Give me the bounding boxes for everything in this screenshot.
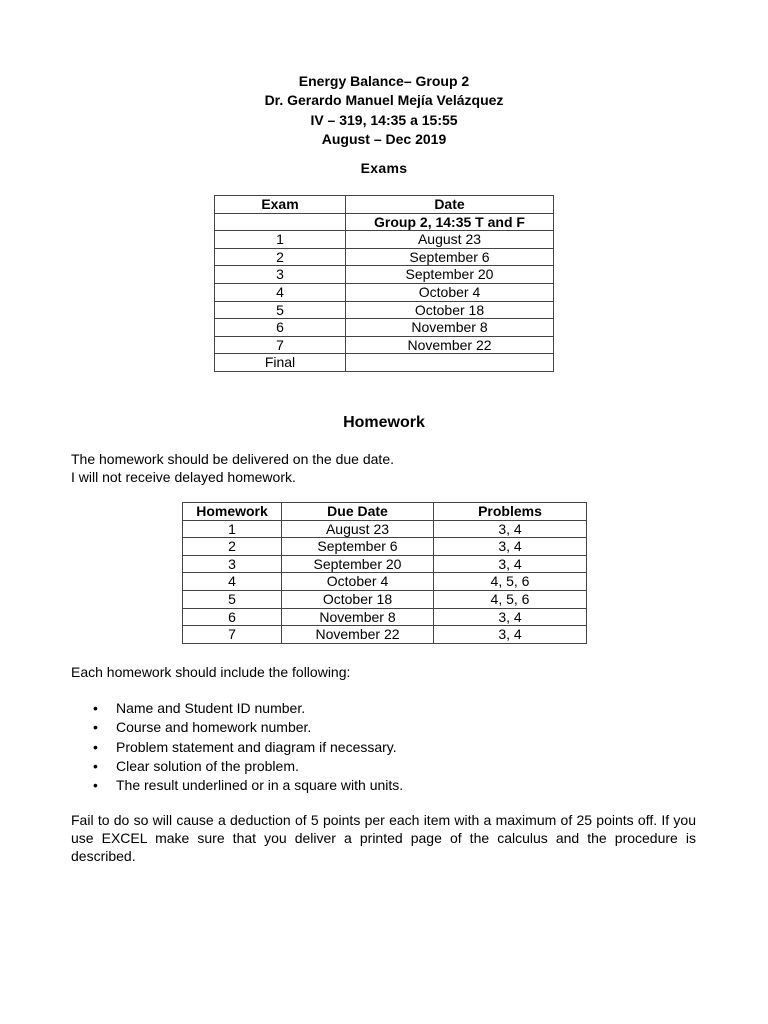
homework-number: 7 xyxy=(183,626,282,644)
due-date: November 8 xyxy=(282,608,434,626)
table-row xyxy=(215,266,554,284)
list-item-text: Name and Student ID number. xyxy=(116,700,306,716)
homework-table xyxy=(182,502,587,644)
bullet-icon: • xyxy=(93,719,98,736)
column-header-homework: Homework xyxy=(183,503,282,521)
list-item-text: Problem statement and diagram if necessary. xyxy=(116,738,397,755)
problems: 4, 5, 6 xyxy=(434,590,587,608)
homework-number: 1 xyxy=(183,520,282,538)
homework-number: 5 xyxy=(183,590,282,608)
due-date: August 23 xyxy=(282,520,434,538)
exam-date: November 22 xyxy=(346,336,554,354)
table-header-row xyxy=(183,503,587,521)
column-header-due-date: Due Date xyxy=(282,503,434,521)
homework-number: 4 xyxy=(183,573,282,591)
table-row xyxy=(183,520,587,538)
term: August – Dec 2019 xyxy=(321,130,447,147)
problems: 3, 4 xyxy=(434,626,587,644)
homework-intro-line: I will not receive delayed homework. xyxy=(71,468,296,485)
column-header-date: Date xyxy=(346,196,554,214)
instructor-name: Dr. Gerardo Manuel Mejía Velázquez xyxy=(264,92,504,109)
penalty-note: Fail to do so will cause a deduction of 5 points per each item with a maximum of 25 points off. If you use EXCEL make sure that you deliver a printed page of the calculus and the procedure is described. xyxy=(71,812,696,864)
exam-number: 7 xyxy=(215,336,346,354)
exam-date: August 23 xyxy=(346,231,554,249)
due-date: September 20 xyxy=(282,555,434,573)
exam-number: 2 xyxy=(215,248,346,266)
exam-number: Final xyxy=(215,354,346,372)
problems: 3, 4 xyxy=(434,555,587,573)
exam-number: 5 xyxy=(215,301,346,319)
exam-date: September 6 xyxy=(346,248,554,266)
list-item xyxy=(71,718,691,737)
list-item xyxy=(71,776,691,795)
table-row xyxy=(183,590,587,608)
table-row xyxy=(183,608,587,626)
table-cell xyxy=(215,213,346,231)
requirements-list xyxy=(71,699,691,795)
table-row xyxy=(183,555,587,573)
bullet-icon: • xyxy=(93,700,98,716)
requirements-intro: Each homework should include the following: xyxy=(71,664,351,680)
exam-number: 4 xyxy=(215,283,346,301)
exam-date: November 8 xyxy=(346,319,554,337)
bullet-icon: • xyxy=(93,777,98,794)
problems: 3, 4 xyxy=(434,608,587,626)
exam-number: 3 xyxy=(215,266,346,284)
column-header-exam: Exam xyxy=(215,196,346,214)
exam-number: 6 xyxy=(215,319,346,337)
due-date: November 22 xyxy=(282,626,434,644)
bullet-icon: • xyxy=(93,757,98,774)
table-row xyxy=(183,626,587,644)
homework-heading: Homework xyxy=(343,414,425,431)
homework-number: 6 xyxy=(183,608,282,626)
list-item xyxy=(71,757,691,776)
table-row xyxy=(215,336,554,354)
exam-date: October 4 xyxy=(346,283,554,301)
list-item xyxy=(71,738,691,757)
homework-number: 2 xyxy=(183,538,282,556)
table-subheader-row xyxy=(215,213,554,231)
problems: 3, 4 xyxy=(434,520,587,538)
room-and-time: IV – 319, 14:35 a 15:55 xyxy=(310,111,458,128)
table-row xyxy=(215,283,554,301)
exam-date: September 20 xyxy=(346,266,554,284)
table-row xyxy=(183,573,587,591)
table-row xyxy=(215,231,554,249)
due-date: October 18 xyxy=(282,590,434,608)
exams-table xyxy=(214,195,554,372)
homework-intro-line: The homework should be delivered on the due date. xyxy=(71,451,394,467)
table-row xyxy=(215,319,554,337)
table-row xyxy=(215,301,554,319)
list-item xyxy=(71,699,691,718)
list-item-text: Clear solution of the problem. xyxy=(116,757,299,774)
exam-date xyxy=(346,354,554,372)
bullet-icon: • xyxy=(93,738,98,755)
due-date: September 6 xyxy=(282,538,434,556)
table-row xyxy=(215,354,554,372)
problems: 3, 4 xyxy=(434,538,587,556)
exam-date: October 18 xyxy=(346,301,554,319)
course-title: Energy Balance– Group 2 xyxy=(298,73,470,89)
problems: 4, 5, 6 xyxy=(434,573,587,591)
table-row xyxy=(183,538,587,556)
course-header xyxy=(0,72,768,149)
exams-heading: Exams xyxy=(360,160,408,176)
table-header-row xyxy=(215,196,554,214)
due-date: October 4 xyxy=(282,573,434,591)
column-header-problems: Problems xyxy=(434,503,587,521)
exam-number: 1 xyxy=(215,231,346,249)
table-row xyxy=(215,248,554,266)
list-item-text: Course and homework number. xyxy=(116,719,312,736)
list-item-text: The result underlined or in a square with units. xyxy=(116,777,404,794)
homework-intro xyxy=(71,451,696,486)
group-schedule-subheader: Group 2, 14:35 T and F xyxy=(346,213,554,231)
homework-number: 3 xyxy=(183,555,282,573)
